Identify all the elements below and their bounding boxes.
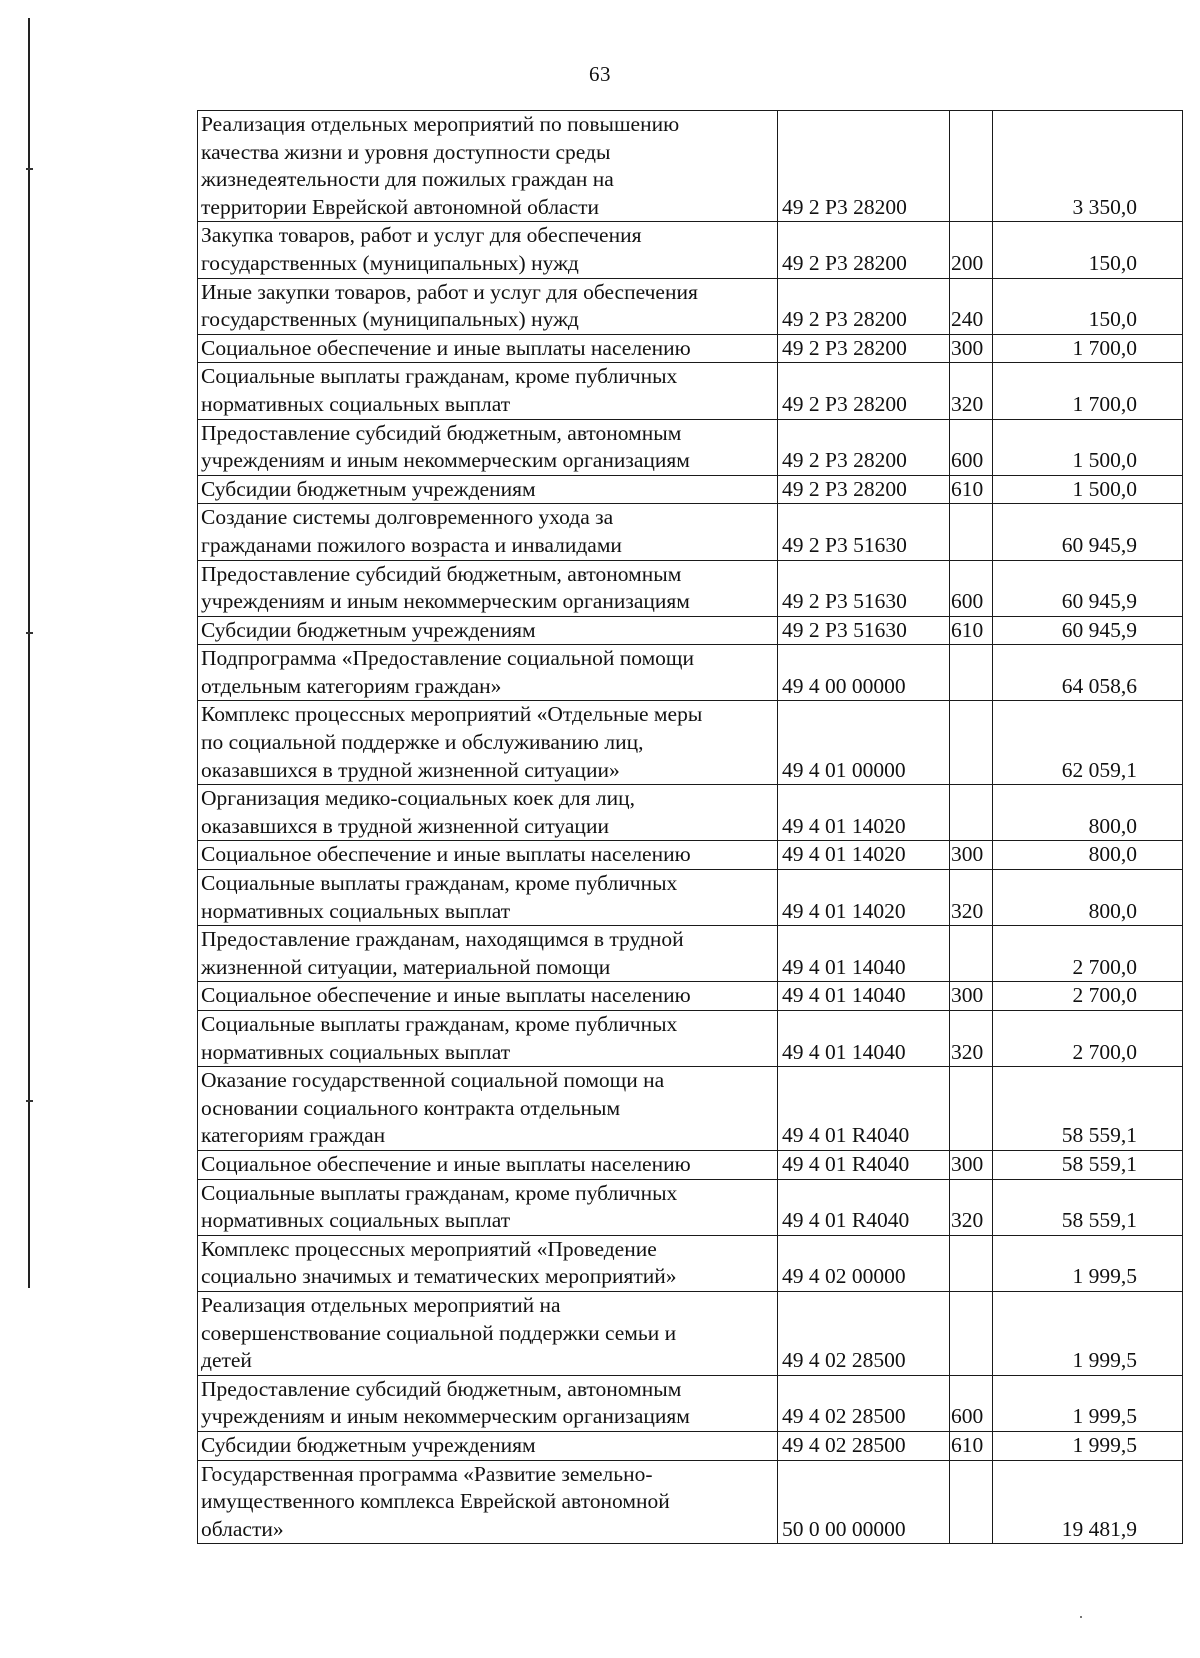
row-name-line: Реализация отдельных мероприятий по повышению	[201, 112, 680, 136]
row-name-line: Оказание государственной социальной помощи на	[201, 1068, 665, 1093]
row-name-cell	[198, 475, 778, 504]
table-body	[198, 111, 1183, 1544]
table-row	[198, 1431, 1183, 1460]
row-name-line: Государственная программа «Развитие земельно-	[201, 1461, 653, 1486]
table-row	[198, 870, 1183, 926]
table-row	[198, 785, 1183, 841]
row-name-line: Предоставление субсидий бюджетным, автономным	[201, 1376, 682, 1401]
row-name-line: категориям граждан	[201, 1123, 386, 1148]
row-name-line: территории Еврейской автономной области	[201, 194, 600, 219]
amount-cell: 58 559,1	[993, 1150, 1183, 1179]
target-item-code-cell: 49 4 02 00000	[778, 1235, 950, 1291]
row-name-line: Социальное обеспечение и иные выплаты населению	[201, 842, 691, 867]
row-name-cell	[198, 982, 778, 1011]
expense-type-code-cell: 300	[950, 334, 993, 363]
row-name-line: Подпрограмма «Предоставление социальной помощи	[201, 646, 694, 671]
target-item-code-cell: 49 2 Р3 28200	[778, 222, 950, 278]
amount-cell: 1 500,0	[993, 475, 1183, 504]
row-name-cell	[198, 419, 778, 475]
amount-cell: 800,0	[993, 785, 1183, 841]
table-row	[198, 1375, 1183, 1431]
row-name-line: отдельным категориям граждан»	[201, 673, 502, 698]
amount-cell: 58 559,1	[993, 1067, 1183, 1151]
target-item-code-cell: 49 2 Р3 28200	[778, 363, 950, 419]
expense-type-code-cell: 600	[950, 560, 993, 616]
expense-type-code-cell: 600	[950, 1375, 993, 1431]
row-name-line: Закупка товаров, работ и услуг для обеспечения	[201, 223, 642, 248]
row-name-line: Социальное обеспечение и иные выплаты населению	[201, 983, 691, 1008]
expense-type-code-cell	[950, 111, 993, 222]
amount-cell: 150,0	[993, 278, 1183, 334]
target-item-code-cell: 49 4 02 28500	[778, 1431, 950, 1460]
table-row	[198, 1067, 1183, 1151]
table-row	[198, 419, 1183, 475]
row-name-line: нормативных социальных выплат	[201, 391, 511, 416]
amount-cell: 1 999,5	[993, 1431, 1183, 1460]
amount-cell: 64 058,6	[993, 645, 1183, 701]
expense-type-code-cell	[950, 1067, 993, 1151]
row-name-line: Предоставление субсидий бюджетным, автономным	[201, 561, 682, 586]
row-name-cell	[198, 1375, 778, 1431]
row-name-cell	[198, 363, 778, 419]
target-item-code-cell: 49 2 Р3 51630	[778, 616, 950, 645]
table-row	[198, 616, 1183, 645]
row-name-cell	[198, 1431, 778, 1460]
amount-cell: 1 999,5	[993, 1375, 1183, 1431]
expense-type-code-cell: 610	[950, 616, 993, 645]
row-name-line: детей	[201, 1348, 252, 1373]
row-name-cell	[198, 870, 778, 926]
expense-type-code-cell: 240	[950, 278, 993, 334]
expense-type-code-cell: 300	[950, 1150, 993, 1179]
row-name-cell	[198, 560, 778, 616]
row-name-line: государственных (муниципальных) нужд	[201, 250, 579, 275]
binding-edge-line	[28, 18, 30, 1288]
expense-type-code-cell	[950, 1460, 993, 1544]
table-row	[198, 363, 1183, 419]
expense-type-code-cell: 300	[950, 982, 993, 1011]
row-name-line: Иные закупки товаров, работ и услуг для обеспечения	[201, 279, 698, 304]
target-item-code-cell: 49 4 01 R4040	[778, 1150, 950, 1179]
row-name-line: Социальные выплаты гражданам, кроме публичных	[201, 1012, 678, 1036]
binding-tick	[26, 168, 33, 170]
row-name-line: учреждениям и иным некоммерческим организациям	[201, 589, 690, 614]
expense-type-code-cell	[950, 785, 993, 841]
amount-cell: 60 945,9	[993, 504, 1183, 560]
row-name-line: качества жизни и уровня доступности среды	[201, 139, 611, 164]
binding-tick	[26, 1100, 33, 1102]
amount-cell: 60 945,9	[993, 560, 1183, 616]
amount-cell: 800,0	[993, 841, 1183, 870]
expense-type-code-cell	[950, 701, 993, 785]
row-name-cell	[198, 278, 778, 334]
row-name-line: Субсидии бюджетным учреждениям	[201, 617, 536, 642]
target-item-code-cell: 49 4 01 14020	[778, 841, 950, 870]
table-row	[198, 560, 1183, 616]
table-row	[198, 1150, 1183, 1179]
expense-type-code-cell: 320	[950, 870, 993, 926]
table-row	[198, 982, 1183, 1011]
table-row	[198, 1291, 1183, 1375]
table-row	[198, 1179, 1183, 1235]
row-name-line: государственных (муниципальных) нужд	[201, 307, 579, 332]
row-name-cell	[198, 1067, 778, 1151]
target-item-code-cell: 49 2 Р3 28200	[778, 111, 950, 222]
row-name-line: Предоставление субсидий бюджетным, автономным	[201, 420, 682, 445]
row-name-line: Социальное обеспечение и иные выплаты населению	[201, 335, 691, 360]
amount-cell: 1 700,0	[993, 363, 1183, 419]
row-name-line: нормативных социальных выплат	[201, 1208, 511, 1233]
page-number: 63	[589, 62, 611, 86]
target-item-code-cell: 49 4 01 00000	[778, 701, 950, 785]
row-name-line: социально значимых и тематических мероприятий»	[201, 1264, 677, 1289]
row-name-line: жизнедеятельности для пожилых граждан на	[201, 167, 614, 192]
target-item-code-cell: 49 4 01 14040	[778, 1011, 950, 1067]
table-row	[198, 504, 1183, 560]
row-name-cell	[198, 645, 778, 701]
amount-cell: 62 059,1	[993, 701, 1183, 785]
budget-allocation-table	[197, 110, 1183, 1544]
row-name-line: Субсидии бюджетным учреждениям	[201, 1432, 536, 1457]
expense-type-code-cell: 610	[950, 1431, 993, 1460]
row-name-line: Социальное обеспечение и иные выплаты населению	[201, 1151, 691, 1176]
row-name-line: Социальные выплаты гражданам, кроме публичных	[201, 364, 678, 389]
target-item-code-cell: 49 4 01 14040	[778, 926, 950, 982]
row-name-cell	[198, 1150, 778, 1179]
binding-tick	[26, 632, 33, 634]
expense-type-code-cell	[950, 926, 993, 982]
amount-cell: 58 559,1	[993, 1179, 1183, 1235]
row-name-cell	[198, 111, 778, 222]
row-name-line: оказавшихся в трудной жизненной ситуации»	[201, 757, 620, 782]
row-name-line: основании социального контракта отдельным	[201, 1095, 621, 1120]
expense-type-code-cell: 610	[950, 475, 993, 504]
row-name-line: Создание системы долговременного ухода за	[201, 505, 614, 530]
target-item-code-cell: 49 4 01 R4040	[778, 1067, 950, 1151]
amount-cell: 1 500,0	[993, 419, 1183, 475]
target-item-code-cell: 49 4 01 14040	[778, 982, 950, 1011]
row-name-line: Социальные выплаты гражданам, кроме публичных	[201, 871, 678, 896]
row-name-cell	[198, 616, 778, 645]
expense-type-code-cell: 600	[950, 419, 993, 475]
amount-cell: 2 700,0	[993, 1011, 1183, 1067]
row-name-cell	[198, 841, 778, 870]
target-item-code-cell: 49 4 02 28500	[778, 1291, 950, 1375]
row-name-line: нормативных социальных выплат	[201, 1039, 511, 1064]
row-name-cell	[198, 1011, 778, 1067]
table-row	[198, 701, 1183, 785]
target-item-code-cell: 49 4 00 00000	[778, 645, 950, 701]
target-item-code-cell: 49 2 Р3 28200	[778, 278, 950, 334]
target-item-code-cell: 50 0 00 00000	[778, 1460, 950, 1544]
row-name-cell	[198, 785, 778, 841]
table-row	[198, 111, 1183, 222]
expense-type-code-cell	[950, 1291, 993, 1375]
table-row	[198, 926, 1183, 982]
expense-type-code-cell: 320	[950, 363, 993, 419]
target-item-code-cell: 49 4 01 14020	[778, 870, 950, 926]
row-name-line: учреждениям и иным некоммерческим организациям	[201, 448, 690, 473]
row-name-line: Комплекс процессных мероприятий «Отдельные меры	[201, 702, 703, 727]
row-name-line: области»	[201, 1516, 284, 1541]
amount-cell: 1 700,0	[993, 334, 1183, 363]
row-name-line: Субсидии бюджетным учреждениям	[201, 476, 536, 501]
table-row	[198, 334, 1183, 363]
target-item-code-cell: 49 4 02 28500	[778, 1375, 950, 1431]
amount-cell: 3 350,0	[993, 111, 1183, 222]
table-row	[198, 1460, 1183, 1544]
row-name-cell	[198, 1460, 778, 1544]
expense-type-code-cell	[950, 504, 993, 560]
table-row	[198, 475, 1183, 504]
expense-type-code-cell: 320	[950, 1011, 993, 1067]
amount-cell: 60 945,9	[993, 616, 1183, 645]
amount-cell: 800,0	[993, 870, 1183, 926]
row-name-line: Социальные выплаты гражданам, кроме публичных	[201, 1180, 678, 1205]
row-name-line: Реализация отдельных мероприятий на	[201, 1292, 561, 1317]
target-item-code-cell: 49 4 01 14020	[778, 785, 950, 841]
row-name-cell	[198, 1179, 778, 1235]
row-name-line: Комплекс процессных мероприятий «Проведение	[201, 1236, 657, 1261]
target-item-code-cell: 49 2 Р3 28200	[778, 334, 950, 363]
row-name-line: гражданами пожилого возраста и инвалидами	[201, 532, 622, 557]
amount-cell: 1 999,5	[993, 1235, 1183, 1291]
amount-cell: 2 700,0	[993, 982, 1183, 1011]
row-name-cell	[198, 701, 778, 785]
row-name-cell	[198, 222, 778, 278]
row-name-line: имущественного комплекса Еврейской автономной	[201, 1489, 670, 1514]
row-name-line: жизненной ситуации, материальной помощи	[201, 954, 611, 979]
target-item-code-cell: 49 2 Р3 51630	[778, 504, 950, 560]
table-row	[198, 841, 1183, 870]
target-item-code-cell: 49 2 Р3 28200	[778, 475, 950, 504]
row-name-line: Предоставление гражданам, находящимся в трудной	[201, 927, 684, 952]
amount-cell: 150,0	[993, 222, 1183, 278]
target-item-code-cell: 49 2 Р3 28200	[778, 419, 950, 475]
expense-type-code-cell: 200	[950, 222, 993, 278]
row-name-line: оказавшихся в трудной жизненной ситуации	[201, 813, 609, 838]
row-name-cell	[198, 504, 778, 560]
row-name-cell	[198, 1235, 778, 1291]
expense-type-code-cell: 320	[950, 1179, 993, 1235]
expense-type-code-cell	[950, 1235, 993, 1291]
amount-cell: 2 700,0	[993, 926, 1183, 982]
amount-cell: 19 481,9	[993, 1460, 1183, 1544]
table-row	[198, 1011, 1183, 1067]
table-row	[198, 222, 1183, 278]
table-row	[198, 645, 1183, 701]
row-name-line: Организация медико-социальных коек для лиц,	[201, 786, 635, 811]
row-name-line: нормативных социальных выплат	[201, 898, 511, 923]
row-name-line: совершенствование социальной поддержки семьи и	[201, 1320, 677, 1345]
row-name-line: учреждениям и иным некоммерческим организациям	[201, 1404, 690, 1429]
expense-type-code-cell: 300	[950, 841, 993, 870]
row-name-cell	[198, 334, 778, 363]
target-item-code-cell: 49 2 Р3 51630	[778, 560, 950, 616]
row-name-line: по социальной поддержке и обслуживанию лиц,	[201, 730, 644, 755]
table-row	[198, 1235, 1183, 1291]
expense-type-code-cell	[950, 645, 993, 701]
table-row	[198, 278, 1183, 334]
amount-cell: 1 999,5	[993, 1291, 1183, 1375]
row-name-cell	[198, 926, 778, 982]
target-item-code-cell: 49 4 01 R4040	[778, 1179, 950, 1235]
row-name-cell	[198, 1291, 778, 1375]
scan-speck	[1080, 1616, 1082, 1618]
